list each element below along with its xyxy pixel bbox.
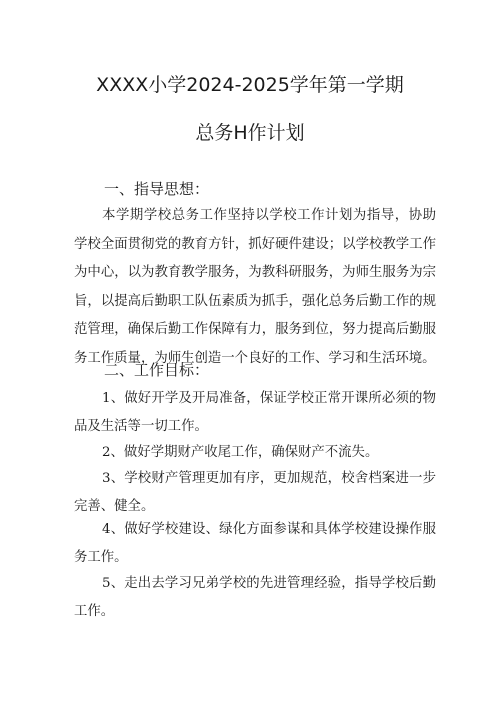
- document-title: XXXX小学2024-2025学年第一学期: [96, 74, 404, 96]
- document-subtitle: 总务H作计划: [195, 122, 305, 144]
- goal-item: 4、做好学校建设、绿化方面参谋和具体学校建设操作服务工作。: [74, 522, 436, 565]
- goal-item: 2、做好学期财产收尾工作，确保财产不流失。: [102, 445, 379, 460]
- section-heading-guiding-thought: 一、指导思想：: [104, 180, 210, 198]
- section-paragraph-guiding-thought: 本学期学校总务工作坚持以学校工作计划为指导，协助学校全面贯彻党的教育方针，抓好硬件建设；以学校教学工作为中心，以为教育教学服务，为教科研服务，为师生服务为宗旨，以提高后勤职工队伍素质为抓手，强化总务后勤工作的规范管理，确保后勤工作保障有力，服务到位，努力提高后勤服务工作质量，为师生创造一个良好的工作、学习和生活环境。: [74, 208, 436, 366]
- goal-item: 1、做好开学及开局准备，保证学校正常开课所必须的物品及生活等一切工作。: [74, 391, 436, 434]
- section-heading-work-goals: 二、工作目标：: [104, 361, 210, 379]
- goal-item: 3、学校财产管理更加有序，更加规范，校舍档案进一步完善、健全。: [74, 471, 436, 514]
- goal-item: 5、走出去学习兄弟学校的先进管理经验，指导学校后勤工作。: [74, 576, 436, 619]
